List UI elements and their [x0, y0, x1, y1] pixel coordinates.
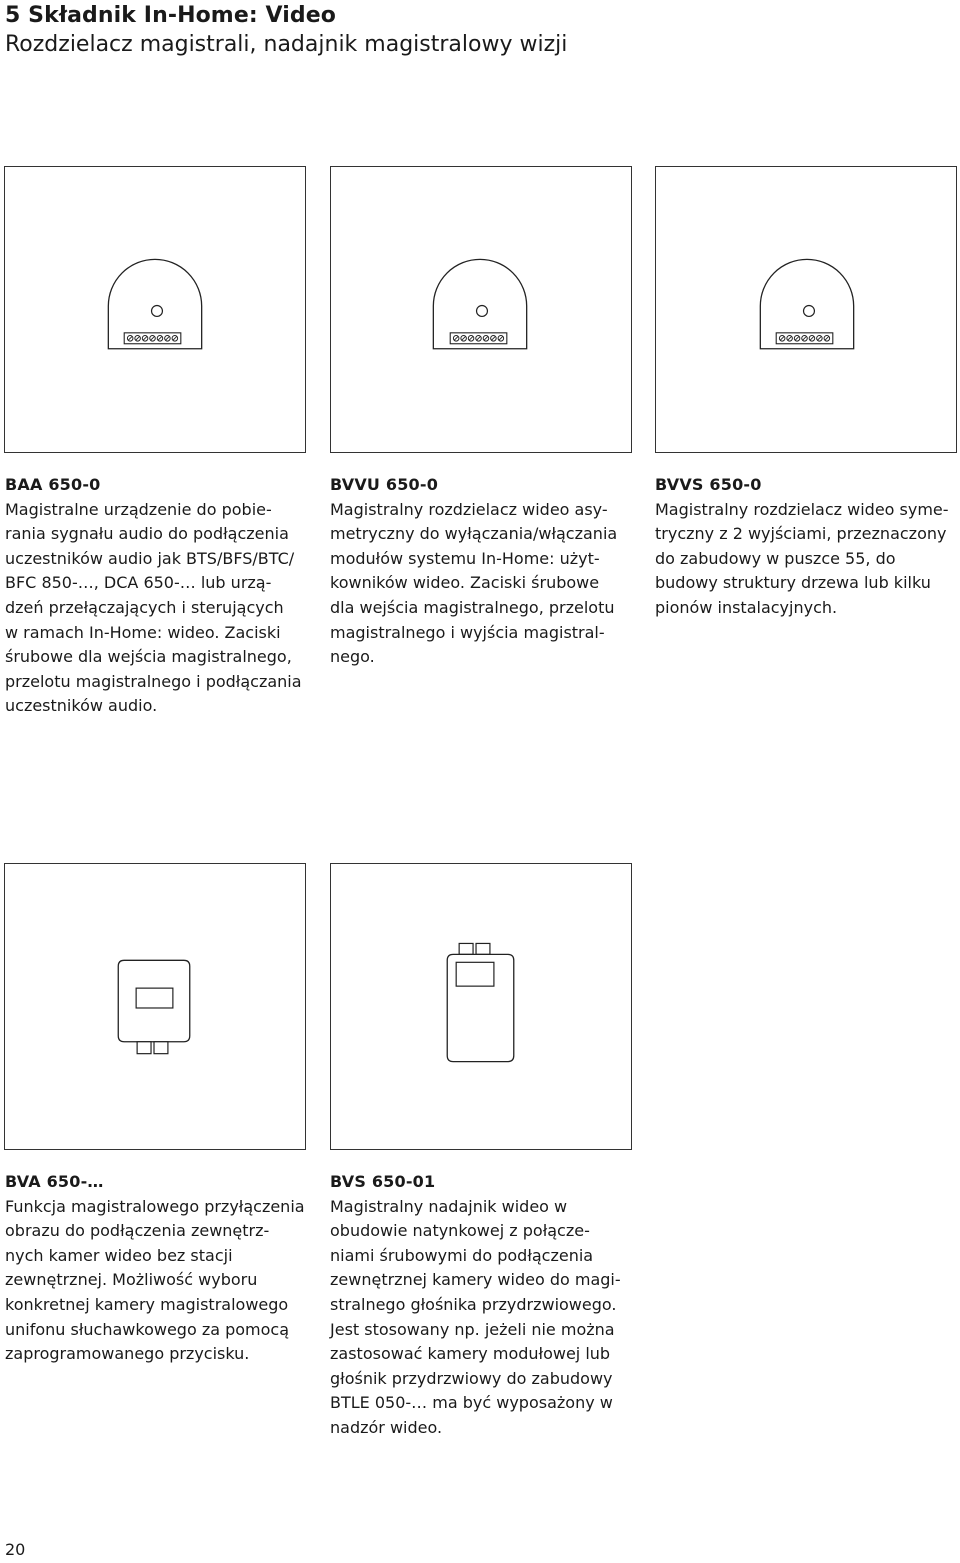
product-description-line: Funkcja magistralowego przyłączenia — [5, 1196, 305, 1216]
product-description-line: Jest stosowany np. jeżeli nie można — [330, 1319, 615, 1339]
product-description-line: zewnętrznej. Możliwość wyboru — [5, 1270, 258, 1290]
product-description-line: głośnik przydrzwiowy do zabudowy — [330, 1368, 613, 1388]
figure-baa-650-0 — [4, 166, 306, 453]
product-description-line: unifonu słuchawkowego za pomocą — [5, 1319, 290, 1339]
product-description-line: nych kamer wideo bez stacji — [5, 1245, 233, 1265]
product-description-line: Magistralne urządzenie do pobie- — [5, 499, 272, 519]
product-description-line: śrubowe dla wejścia magistralnego, — [5, 647, 292, 667]
product-description-line: pionów instalacyjnych. — [655, 597, 838, 617]
product-code: BVVS 650-0 — [655, 475, 762, 494]
product-baa-650-0 — [5, 473, 310, 719]
product-description-line: w ramach In-Home: wideo. Zaciski — [5, 622, 281, 642]
product-code: BVVU 650-0 — [330, 475, 439, 494]
product-description-line: modułów systemu In-Home: użyt- — [330, 548, 600, 568]
section-title: 5 Składnik In-Home: Video — [5, 3, 336, 28]
product-description-line: zewnętrznej kamery wideo do magi- — [330, 1270, 621, 1290]
page-header — [5, 2, 567, 60]
product-bvvs-650-0 — [655, 473, 960, 621]
product-description-line: uczestników audio jak BTS/BFS/BTC/ — [5, 548, 295, 568]
dome-distributor-icon — [331, 167, 631, 452]
product-description-line: do zabudowy w puszce 55, do — [655, 548, 896, 568]
product-description-line: dzeń przełączających i sterujących — [5, 597, 284, 617]
product-description-line: zaprogramowanego przycisku. — [5, 1344, 250, 1364]
page-number: 20 — [5, 1540, 26, 1559]
tall-transmitter-icon — [331, 864, 631, 1149]
product-description-line: niami śrubowymi do podłączenia — [330, 1245, 594, 1265]
product-description-line: obudowie natynkowej z połącze- — [330, 1221, 590, 1241]
product-description-line: nego. — [330, 647, 375, 667]
product-description-line: obrazu do podłączenia zewnętrz- — [5, 1221, 270, 1241]
product-description-line: nadzór wideo. — [330, 1417, 443, 1437]
figure-bva-650 — [4, 863, 306, 1150]
product-description-line: metryczny do wyłączania/włączania — [330, 524, 618, 544]
product-bva-650 — [5, 1170, 310, 1367]
product-code: BVS 650-01 — [330, 1172, 436, 1191]
product-code: BAA 650-0 — [5, 475, 101, 494]
figure-bvvs-650-0 — [655, 166, 957, 453]
product-description-line: BFC 850-…, DCA 650-… lub urzą- — [5, 573, 272, 593]
product-description-line: BTLE 050-… ma być wyposażony w — [330, 1393, 613, 1413]
product-bvs-650-01 — [330, 1170, 635, 1441]
product-description-line: budowy struktury drzewa lub kilku — [655, 573, 931, 593]
product-description-line: Magistralny nadajnik wideo w — [330, 1196, 568, 1216]
product-description-line: przelotu magistralnego i podłączania — [5, 671, 302, 691]
product-description-line: tryczny z 2 wyjściami, przeznaczony — [655, 524, 947, 544]
figure-bvvu-650-0 — [330, 166, 632, 453]
product-description-line: kowników wideo. Zaciski śrubowe — [330, 573, 600, 593]
product-bvvu-650-0 — [330, 473, 635, 670]
product-description-line: konkretnej kamery magistralowego — [5, 1294, 289, 1314]
product-description-line: magistralnego i wyjścia magistral- — [330, 622, 605, 642]
product-description-line: stralnego głośnika przydrzwiowego. — [330, 1294, 617, 1314]
section-subtitle: Rozdzielacz magistrali, nadajnik magistralowy wizji — [5, 32, 568, 57]
dome-distributor-icon — [656, 167, 956, 452]
product-code: BVA 650-… — [5, 1172, 104, 1191]
product-description-line: rania sygnału audio do podłączenia — [5, 524, 289, 544]
product-description-line: Magistralny rozdzielacz wideo asy- — [330, 499, 608, 519]
dome-distributor-icon — [5, 167, 305, 452]
square-module-icon — [5, 864, 305, 1149]
product-description-line: Magistralny rozdzielacz wideo syme- — [655, 499, 949, 519]
figure-bvs-650-01 — [330, 863, 632, 1150]
product-description-line: dla wejścia magistralnego, przelotu — [330, 597, 615, 617]
product-description-line: uczestników audio. — [5, 696, 158, 716]
product-description-line: zastosować kamery modułowej lub — [330, 1344, 611, 1364]
